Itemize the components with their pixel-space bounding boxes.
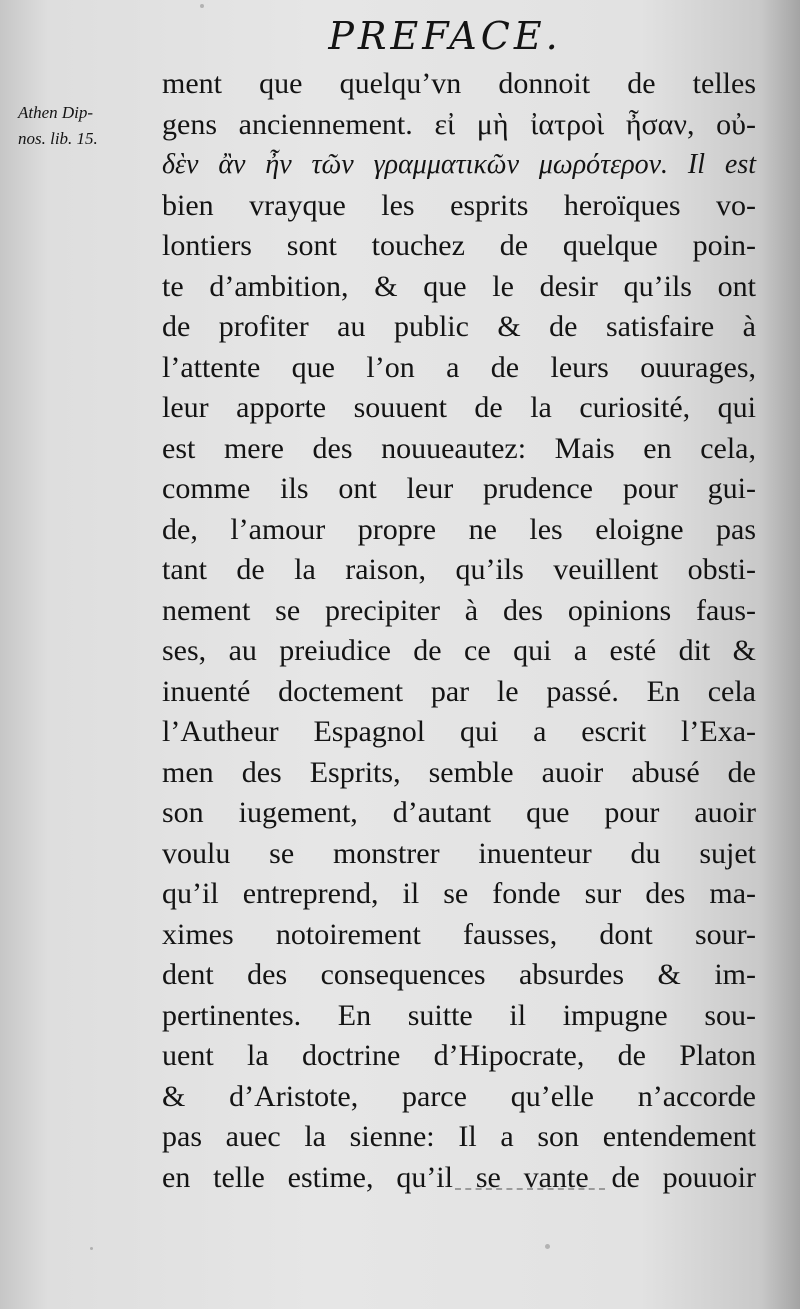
bottom-rule xyxy=(455,1188,605,1190)
text-line: ment que quelqu’vn donnoit de telles xyxy=(162,67,756,100)
margin-note-line: Athen Dip- xyxy=(18,103,94,122)
text-line: te d’ambition, & que le desir qu’ils ont xyxy=(162,269,756,303)
text-line: & d’Aristote, parce qu’elle n’accorde xyxy=(162,1079,756,1113)
body-text xyxy=(162,64,756,1198)
text-line: de, l’amour propre ne les eloigne pas xyxy=(162,512,756,546)
text-line: uent la doctrine d’Hipocrate, de Platon xyxy=(162,1039,756,1072)
text-line: l’attente que l’on a de leurs ouurages, xyxy=(162,350,756,384)
margin-note xyxy=(18,100,158,152)
text-line: bien vrayque les esprits heroïques vo- xyxy=(162,188,756,222)
text-line: inuenté doctement par le passé. En cela xyxy=(162,674,756,708)
text-line: pertinentes. En suitte il impugne sou- xyxy=(162,998,756,1032)
text-line: ses, au preiudice de ce qui a esté dit & xyxy=(162,634,756,667)
text-line: men des Esprits, semble auoir abusé de xyxy=(162,755,756,789)
text-line: comme ils ont leur prudence pour gui- xyxy=(162,472,756,505)
text-line: dent des consequences absurdes & im- xyxy=(162,958,756,991)
text-line: nement se precipiter à des opinions faus- xyxy=(162,593,756,627)
text-line: ximes notoirement fausses, dont sour- xyxy=(162,917,756,951)
text-line: est mere des nouueautez: Mais en cela, xyxy=(162,431,756,465)
text-line: leur apporte souuent de la curiosité, qui xyxy=(162,391,756,424)
text-line: qu’il entreprend, il se fonde sur des ma- xyxy=(162,877,756,910)
text-line: gens anciennement. εἰ μὴ ἰατροὶ ἦσαν, οὐ- xyxy=(162,107,756,141)
text-line: son iugement, d’autant que pour auoir xyxy=(162,796,756,829)
text-line: de profiter au public & de satisfaire à xyxy=(162,310,756,343)
text-line: l’Autheur Espagnol qui a escrit l’Exa- xyxy=(162,715,756,748)
text-line: pas auec la sienne: Il a son entendement xyxy=(162,1120,756,1153)
text-line: lontiers sont touchez de quelque poin- xyxy=(162,229,756,262)
paper-speck xyxy=(200,4,204,8)
text-line: tant de la raison, qu’ils veuillent obsti- xyxy=(162,553,756,586)
text-line: voulu se monstrer inuenteur du sujet xyxy=(162,836,756,870)
text-line: en telle estime, qu’il se vante de pouuoir xyxy=(162,1160,756,1194)
paper-speck xyxy=(545,1244,550,1249)
paper-speck xyxy=(90,1247,93,1250)
margin-note-line: nos. lib. 15. xyxy=(18,129,98,148)
running-header: PREFACE. xyxy=(328,14,562,58)
text-line: δὲν ἂν ἦν τῶν γραμματικῶν μωρότερον. Il est xyxy=(162,149,756,180)
